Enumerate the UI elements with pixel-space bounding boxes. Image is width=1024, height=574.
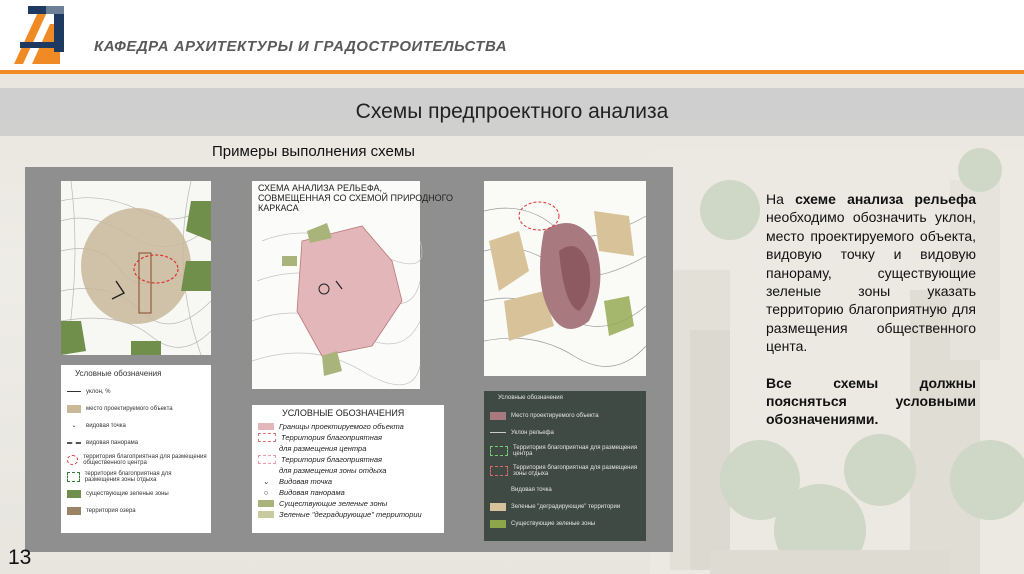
legend-2-item: Территория благоприятная [281, 455, 383, 464]
legend-1-item: территория благоприятная для размещения зоны отдыха [84, 470, 172, 483]
legend-1-item: видовая точка [86, 422, 126, 429]
slide-title: Схемы предпроектного анализа [355, 100, 669, 123]
legend-3 [484, 391, 646, 541]
department-name: КАФЕДРА АРХИТЕКТУРЫ И ГРАДОСТРОИТЕЛЬСТВА [94, 38, 508, 55]
relief-map-1 [61, 181, 211, 355]
legend-3-item: Территория благоприятная для размещения центра [513, 445, 638, 457]
legend-2-item: Зеленые "деградирующие" территории [279, 510, 422, 519]
description-p1-bold: схеме анализа рельефа [795, 191, 976, 207]
legend-3-item: Место проектируемого объекта [511, 412, 599, 419]
legend-1-item: существующие зеленые зоны [86, 490, 169, 497]
description-p1-start: На [766, 191, 796, 207]
map2-title-line2: СОВМЕЩЕННАЯ СО СХЕМОЙ ПРИРОДНОГО [258, 193, 454, 203]
legend-2: УСЛОВНЫЕ ОБОЗНАЧЕНИЯ Границы проектируемого объекта Территория благоприятная для размещения центра Территория благоприятная для размещения зоны отдыха ⌄ Видовая точка ○ Видовая панорама Существующие зеленые зоны Зеленые "деградирующие" территории [252, 405, 444, 533]
map2-title-line1: СХЕМА АНАЛИЗА РЕЛЬЕФА, [258, 183, 382, 193]
title-band [0, 88, 1024, 136]
legend-2-item: Видовая точка [279, 477, 333, 486]
legend-2-item: для размещения центра [279, 444, 367, 453]
legend-3-item: Существующие зеленые зоны [511, 520, 596, 527]
legend-2-item: Границы проектируемого объекта [279, 422, 404, 431]
legend-1: Условные обозначения уклон, % место проектируемого объекта ⌄ видовая точка видовая панорама территория благоприятная для размещения общественного центра территория благоприятная для размещения зоны отдыха существующие зеленые зоны территория озера [61, 365, 211, 533]
legend-3-item: Уклон рельефа [511, 429, 554, 436]
relief-map-2 [252, 181, 454, 389]
map2-title-line3: КАРКАСА [258, 203, 299, 213]
legend-3-title: Условные обозначения [498, 395, 563, 401]
legend-3-item: Территория благоприятная для размещения зоны отдыха [513, 465, 638, 477]
legend-2-item: Видовая панорама [279, 488, 345, 497]
department-logo [6, 4, 72, 66]
legend-2-item: Территория благоприятная [281, 433, 383, 442]
slide-subtitle: Примеры выполнения схемы [212, 143, 415, 160]
legend-1-item: уклон, % [86, 388, 111, 395]
legend-2-item: Существующие зеленые зоны [279, 499, 388, 508]
legend-1-item: территория озера [86, 507, 136, 514]
description-p1-end: необходимо обозначить уклон, место проектируемого объекта, видовую точку и видовую панораму, существующие зеленые зоны указать территорию благоприятную для размещения общественного цента. [766, 209, 976, 355]
legend-1-item: видовая панорама [86, 439, 139, 446]
relief-map-3 [484, 181, 646, 376]
legend-1-item: территория благоприятная для размещения общественного центра [83, 453, 207, 466]
description-paragraph-2: Все схемы должны поясняться условными обозначениями. [766, 374, 976, 428]
legend-3-item: Зеленые "деградирующие" территории [511, 503, 621, 510]
legend-3-item: Видовая точка [511, 486, 552, 493]
description-paragraph-1 [766, 190, 976, 356]
legend-1-title: Условные обозначения [75, 369, 162, 378]
legend-2-title: УСЛОВНЫЕ ОБОЗНАЧЕНИЯ [282, 408, 405, 418]
slide-number: 13 [8, 546, 32, 569]
schemes-panel [25, 167, 673, 552]
header [0, 0, 1024, 70]
description-text [766, 190, 976, 447]
legend-2-item: для размещения зоны отдыха [279, 466, 387, 475]
legend-1-item: место проектируемого объекта [86, 405, 173, 412]
